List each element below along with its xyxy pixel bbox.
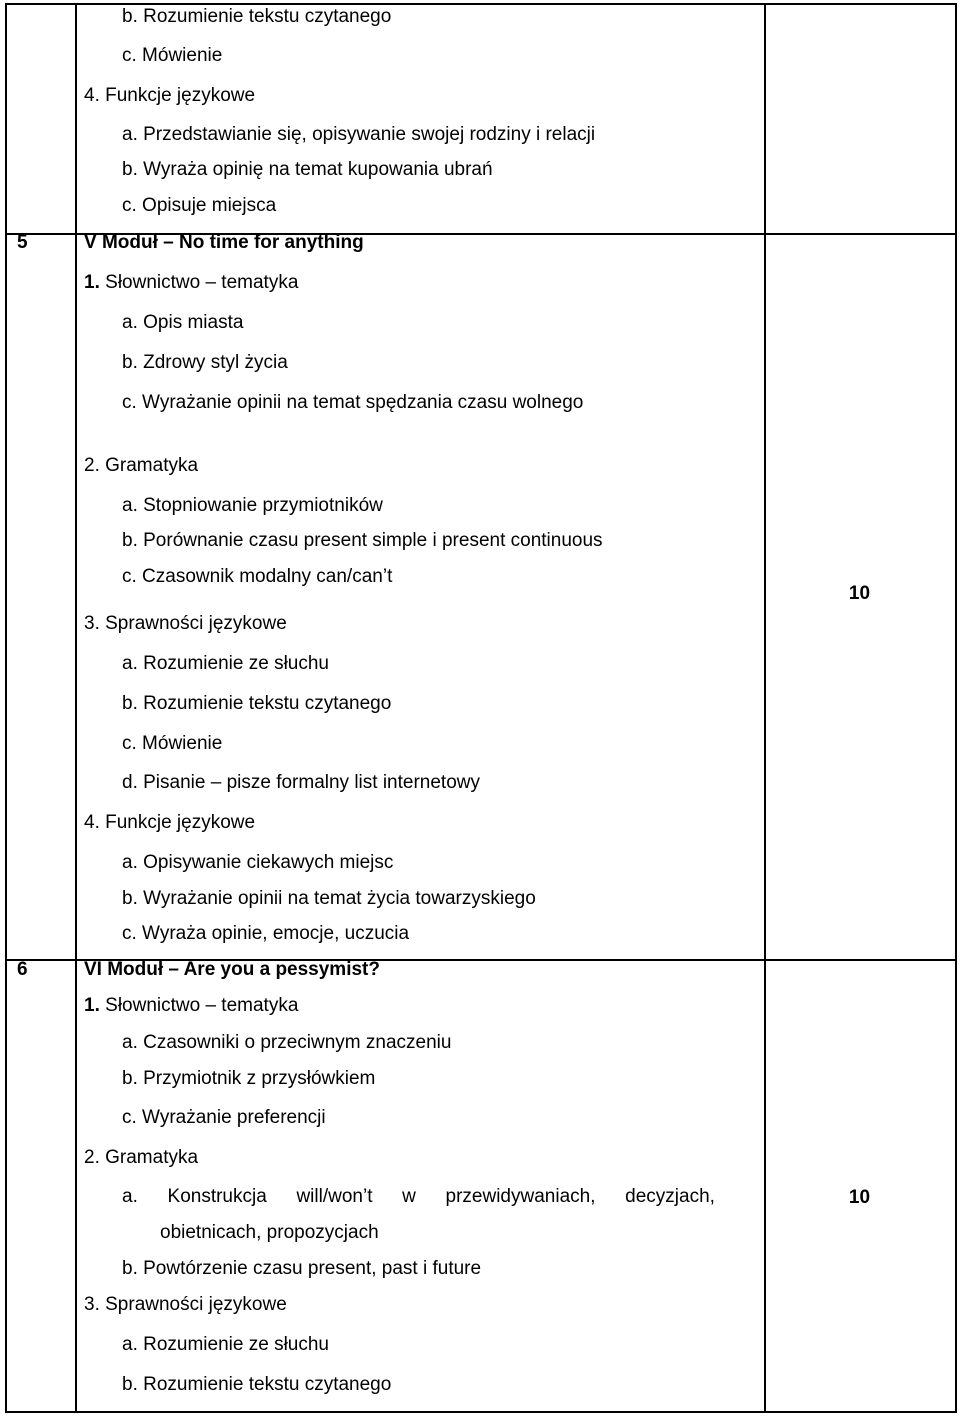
list-item-continuation: obietnicach, propozycjach [160, 1222, 379, 1243]
list-item: c. Wyraża opinie, emocje, uczucia [122, 923, 410, 944]
list-item: c. Opisuje miejsca [122, 195, 277, 216]
list-item: c. Wyrażanie preferencji [122, 1107, 326, 1128]
list-item: a. Opisywanie ciekawych miejsc [122, 852, 394, 873]
list-item-word: w [402, 1186, 416, 1207]
module-title: VI Moduł – Are you a pessymist? [84, 959, 380, 980]
module-number: 5 [17, 232, 28, 253]
section-heading: 3. Sprawności językowe [84, 1294, 287, 1315]
list-item: a. Czasowniki o przeciwnym znaczeniu [122, 1032, 452, 1053]
list-item: b. Zdrowy styl życia [122, 352, 288, 373]
module-number: 6 [17, 959, 28, 980]
list-item: a. Stopniowanie przymiotników [122, 495, 383, 516]
section-heading: 2. Gramatyka [84, 455, 199, 476]
module-title: V Moduł – No time for anything [84, 232, 364, 253]
list-item: d. Pisanie – pisze formalny list internetowy [122, 772, 480, 793]
list-item: c. Czasownik modalny can/can’t [122, 566, 393, 587]
list-item: a. Rozumienie ze słuchu [122, 1334, 329, 1355]
list-item: a. Rozumienie ze słuchu [122, 653, 329, 674]
list-item-word: will/won’t [296, 1186, 373, 1207]
section-heading [84, 995, 298, 1017]
list-item: c. Wyrażanie opinii na temat spędzania czasu wolnego [122, 392, 584, 413]
list-item-word: decyzjach, [625, 1186, 715, 1207]
column-divider-number [75, 5, 77, 1411]
list-item: a. Przedstawianie się, opisywanie swojej rodziny i relacji [122, 124, 596, 145]
list-item-word: a. [122, 1186, 138, 1207]
section-heading-text: Słownictwo – tematyka [105, 272, 299, 293]
list-item: b. Rozumienie tekstu czytanego [122, 693, 392, 714]
section-heading-number: 1. [84, 272, 100, 293]
list-item: b. Powtórzenie czasu present, past i future [122, 1258, 482, 1279]
section-heading-number: 1. [84, 995, 100, 1016]
hours-value: 10 [848, 583, 871, 604]
list-item: c. Mówienie [122, 45, 223, 66]
list-item-word: przewidywaniach, [445, 1186, 596, 1207]
section-heading: 4. Funkcje językowe [84, 812, 256, 833]
list-item: c. Mówienie [122, 733, 223, 754]
list-item [122, 1186, 715, 1208]
list-item-word: Konstrukcja [167, 1186, 267, 1207]
list-item: b. Wyrażanie opinii na temat życia towarzyskiego [122, 888, 536, 909]
list-item: b. Rozumienie tekstu czytanego [122, 6, 392, 27]
hours-value: 10 [848, 1187, 871, 1208]
section-heading-text: Słownictwo – tematyka [105, 995, 299, 1016]
list-item: b. Przymiotnik z przysłówkiem [122, 1068, 376, 1089]
section-heading [84, 272, 298, 294]
section-heading: 4. Funkcje językowe [84, 85, 256, 106]
list-item: a. Opis miasta [122, 312, 244, 333]
section-heading: 3. Sprawności językowe [84, 613, 287, 634]
list-item: b. Rozumienie tekstu czytanego [122, 1374, 392, 1395]
list-item: b. Wyraża opinię na temat kupowania ubrań [122, 159, 493, 180]
section-heading: 2. Gramatyka [84, 1147, 199, 1168]
list-item: b. Porównanie czasu present simple i present continuous [122, 530, 603, 551]
